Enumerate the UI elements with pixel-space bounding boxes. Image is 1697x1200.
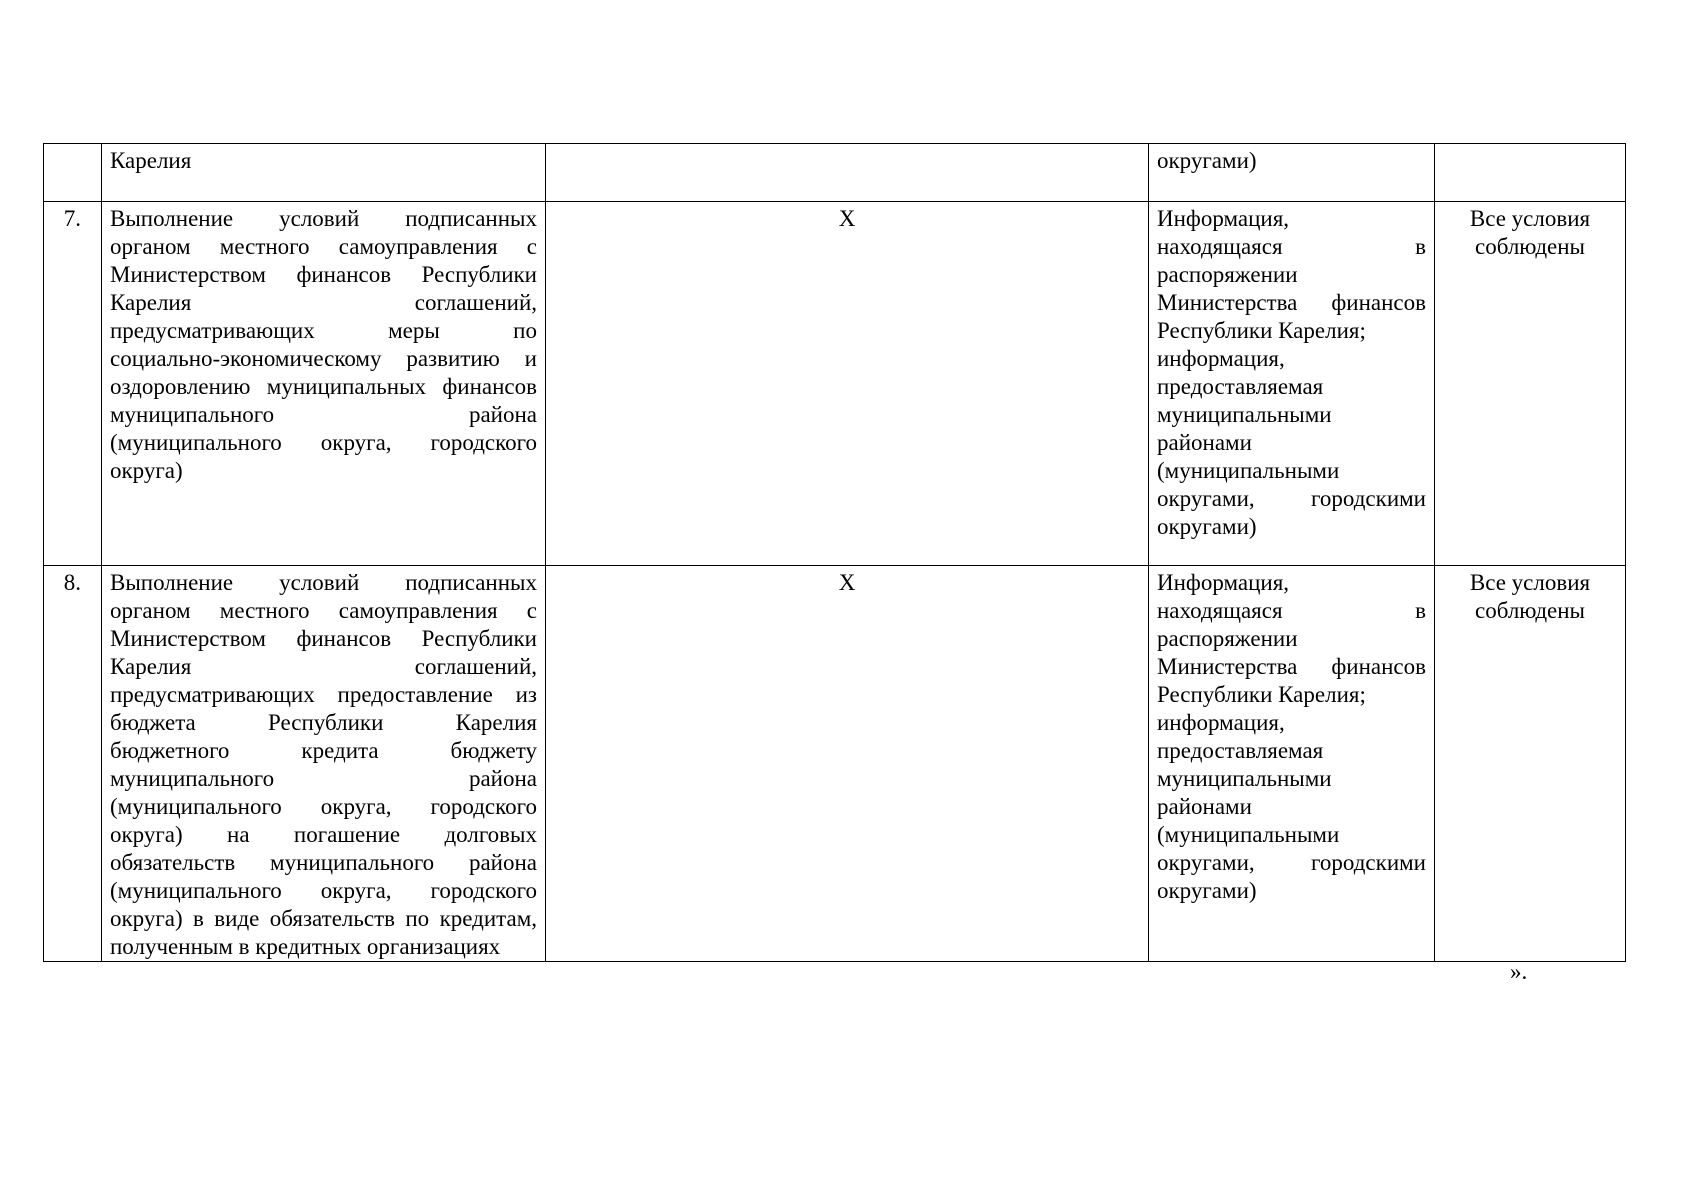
criterion-name-cell (102, 202, 546, 566)
criterion-name-line: округа) (110, 458, 183, 483)
criterion-name-line: обязательств муниципального района (110, 850, 537, 875)
row-number: 7. (63, 206, 81, 231)
result-text: Все условия соблюдены (1469, 206, 1591, 259)
row-number-cell (44, 144, 102, 202)
source-line: районами (1157, 430, 1252, 455)
criterion-name-cell (102, 144, 546, 202)
criterion-name-line: (муниципального округа, городского (110, 878, 537, 903)
table-row (44, 202, 1626, 566)
criterion-name-cell (102, 566, 546, 962)
mark-text: Х (838, 570, 856, 595)
row-number-cell (44, 202, 102, 566)
source-line: округами) (1157, 878, 1257, 903)
criterion-name-line: органом местного самоуправления с (110, 598, 537, 623)
row-number: 8. (63, 570, 81, 595)
source-line: распоряжении (1157, 262, 1298, 287)
source-line: предоставляемая (1157, 374, 1324, 399)
source-text: округами) (1157, 148, 1257, 173)
mark-cell (546, 144, 1149, 202)
criterion-name-line: социально-экономическому развитию и (110, 346, 537, 371)
source-line: (муниципальными (1157, 822, 1340, 847)
source-line: распоряжении (1157, 626, 1298, 651)
criterion-name-line: предусматривающих предоставление из (110, 682, 537, 707)
criteria-table (43, 143, 1626, 962)
source-line: Информация, (1157, 570, 1290, 595)
source-line: муниципальными (1157, 402, 1332, 427)
criterion-name-line: бюджетного кредита бюджету (110, 738, 537, 763)
criterion-name-line: оздоровлению муниципальных финансов (110, 374, 537, 399)
criterion-name-line: муниципального района (110, 402, 537, 427)
mark-cell (546, 566, 1149, 962)
source-line: округами) (1157, 514, 1257, 539)
criterion-name-line: Карелия соглашений, (110, 654, 537, 679)
criterion-name-line: Выполнение условий подписанных (110, 206, 537, 231)
row-number-cell (44, 566, 102, 962)
source-line: муниципальными (1157, 766, 1332, 791)
source-line: находящаяся в (1157, 234, 1426, 259)
source-line: Республики Карелия; (1157, 318, 1366, 343)
mark-cell (546, 202, 1149, 566)
criterion-name-line: округа) на погашение долговых (110, 822, 537, 847)
source-line: Министерства финансов (1157, 290, 1426, 315)
criterion-name-line: предусматривающих меры по (110, 318, 537, 343)
source-cell (1149, 144, 1435, 202)
source-line: Информация, (1157, 206, 1290, 231)
result-cell (1435, 566, 1626, 962)
criterion-name-line: органом местного самоуправления с (110, 234, 537, 259)
criterion-name-line: (муниципального округа, городского (110, 430, 537, 455)
source-line: округами, городскими (1157, 850, 1426, 875)
source-line: (муниципальными (1157, 458, 1340, 483)
criterion-name-line: муниципального района (110, 766, 537, 791)
source-line: предоставляемая (1157, 738, 1324, 763)
mark-text: Х (838, 206, 856, 231)
source-line: Республики Карелия; (1157, 682, 1366, 707)
criterion-name-line: Карелия соглашений, (110, 290, 537, 315)
table-row (44, 566, 1626, 962)
closing-quote-mark: ». (1510, 959, 1528, 984)
result-text: Все условия соблюдены (1469, 570, 1591, 623)
criterion-name-line: полученным в кредитных организациях (110, 934, 501, 959)
criterion-name-line: Министерством финансов Республики (110, 262, 537, 287)
source-cell (1149, 202, 1435, 566)
criterion-name-text: Карелия (110, 148, 192, 173)
source-line: районами (1157, 794, 1252, 819)
source-line: округами, городскими (1157, 486, 1426, 511)
source-line: находящаяся в (1157, 598, 1426, 623)
criterion-name-line: Министерством финансов Республики (110, 626, 537, 651)
criterion-name-line: (муниципального округа, городского (110, 794, 537, 819)
table-row-continuation (44, 144, 1626, 202)
criterion-name-line: бюджета Республики Карелия (110, 710, 537, 735)
criterion-name-line: округа) в виде обязательств по кредитам, (110, 906, 537, 931)
result-cell (1435, 202, 1626, 566)
source-line: информация, (1157, 346, 1285, 371)
source-cell (1149, 566, 1435, 962)
source-line: информация, (1157, 710, 1285, 735)
criterion-name-line: Выполнение условий подписанных (110, 570, 537, 595)
result-cell (1435, 144, 1626, 202)
source-line: Министерства финансов (1157, 654, 1426, 679)
